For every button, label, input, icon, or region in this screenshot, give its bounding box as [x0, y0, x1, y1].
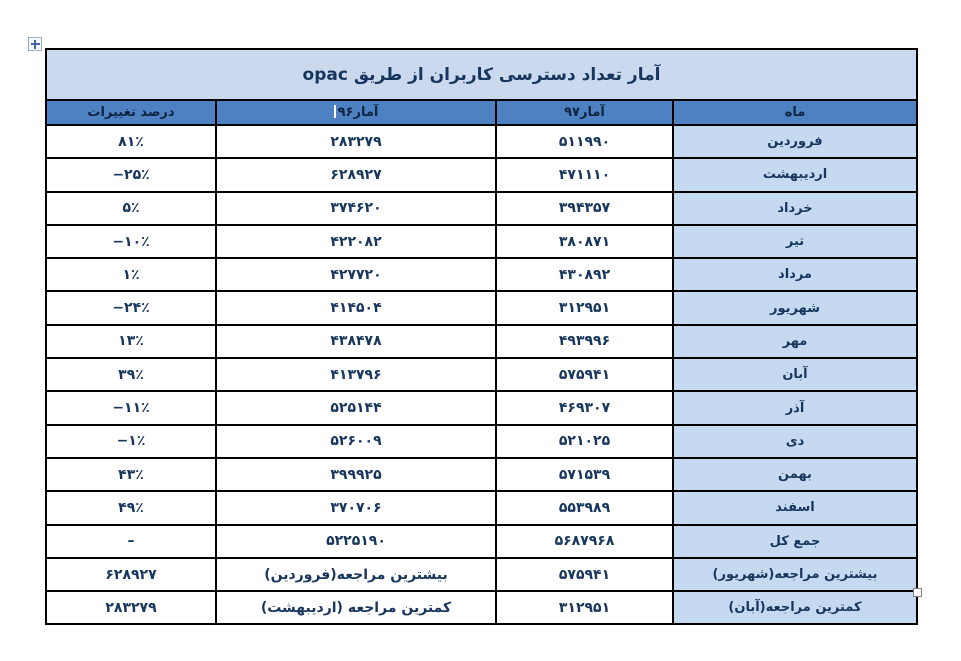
table-resize-handle[interactable] [913, 588, 922, 597]
percent-cell[interactable]: ۸۱٪ [46, 125, 216, 158]
table-row [46, 158, 917, 191]
month-cell[interactable]: تیر [673, 225, 917, 258]
amar96-cell[interactable]: ۵۲۲۵۱۹۰ [216, 525, 496, 558]
month-cell[interactable]: اسفند [673, 491, 917, 524]
table-row [46, 225, 917, 258]
table-row [46, 525, 917, 558]
month-cell[interactable]: مهر [673, 325, 917, 358]
table-row [46, 391, 917, 424]
percent-cell[interactable]: ۳۹٪ [46, 358, 216, 391]
table-header-row [46, 100, 917, 125]
month-cell[interactable]: دی [673, 425, 917, 458]
move-arrows-icon [31, 40, 40, 49]
month-cell[interactable]: شهریور [673, 291, 917, 324]
month-cell[interactable]: آبان [673, 358, 917, 391]
amar97-cell[interactable]: ۳۸۰۸۷۱ [496, 225, 673, 258]
amar97-cell[interactable]: ۵۷۵۹۴۱ [496, 558, 673, 591]
column-header-amar96[interactable]: آمار۹۶ [216, 100, 496, 125]
percent-cell[interactable]: ۲۸۳۲۷۹ [46, 591, 216, 624]
amar96-cell[interactable]: ۲۸۳۲۷۹ [216, 125, 496, 158]
column-header-percent[interactable]: درصد تغییرات [46, 100, 216, 125]
amar96-cell[interactable]: ۴۱۴۵۰۴ [216, 291, 496, 324]
month-cell[interactable]: خرداد [673, 192, 917, 225]
amar97-cell[interactable]: ۵۲۱۰۲۵ [496, 425, 673, 458]
opac-stats-table [45, 48, 916, 625]
table-row [46, 325, 917, 358]
percent-cell[interactable]: ۱٪ [46, 258, 216, 291]
percent-cell[interactable]: −۱۱٪ [46, 391, 216, 424]
amar96-cell[interactable]: ۴۲۷۷۲۰ [216, 258, 496, 291]
percent-cell[interactable]: ۴۹٪ [46, 491, 216, 524]
table-row [46, 358, 917, 391]
amar96-cell[interactable]: کمترین مراجعه (اردیبهشت) [216, 591, 496, 624]
column-header-amar97[interactable]: آمار۹۷ [496, 100, 673, 125]
column-header-month[interactable]: ماه [673, 100, 917, 125]
percent-cell[interactable]: ۵٪ [46, 192, 216, 225]
amar96-cell[interactable]: ۳۹۹۹۲۵ [216, 458, 496, 491]
amar96-cell[interactable]: بیشترین مراجعه(فروردین) [216, 558, 496, 591]
amar97-cell[interactable]: ۴۳۰۸۹۲ [496, 258, 673, 291]
amar97-cell[interactable]: ۵۱۱۹۹۰ [496, 125, 673, 158]
amar97-cell[interactable]: ۴۹۳۹۹۶ [496, 325, 673, 358]
amar97-cell[interactable]: ۳۱۲۹۵۱ [496, 591, 673, 624]
table-row [46, 258, 917, 291]
amar97-cell[interactable]: ۵۵۳۹۸۹ [496, 491, 673, 524]
table-row [46, 558, 917, 591]
amar96-cell[interactable]: ۵۲۵۱۴۴ [216, 391, 496, 424]
month-cell[interactable]: بهمن [673, 458, 917, 491]
percent-cell[interactable]: ۶۲۸۹۲۷ [46, 558, 216, 591]
amar96-cell[interactable]: ۴۲۲۰۸۲ [216, 225, 496, 258]
month-cell[interactable]: آذر [673, 391, 917, 424]
month-cell[interactable]: اردیبهشت [673, 158, 917, 191]
month-cell[interactable]: بیشترین مراجعه(شهریور) [673, 558, 917, 591]
table-row [46, 192, 917, 225]
amar97-cell[interactable]: ۵۷۵۹۴۱ [496, 358, 673, 391]
table-move-handle[interactable] [28, 37, 42, 51]
amar96-cell[interactable]: ۵۲۶۰۰۹ [216, 425, 496, 458]
table-title[interactable]: آمار تعداد دسترسی کاربران از طریق opac [46, 49, 917, 100]
amar96-cell[interactable]: ۴۱۳۷۹۶ [216, 358, 496, 391]
month-cell[interactable]: مرداد [673, 258, 917, 291]
month-cell[interactable]: فروردین [673, 125, 917, 158]
amar96-cell[interactable]: ۳۷۴۶۲۰ [216, 192, 496, 225]
data-table [45, 48, 918, 625]
table-row [46, 458, 917, 491]
amar97-cell[interactable]: ۵۷۱۵۳۹ [496, 458, 673, 491]
amar97-cell[interactable]: ۳۱۲۹۵۱ [496, 291, 673, 324]
amar97-cell[interactable]: ۳۹۴۳۵۷ [496, 192, 673, 225]
percent-cell[interactable]: ۱۳٪ [46, 325, 216, 358]
percent-cell[interactable]: ۴۳٪ [46, 458, 216, 491]
text-cursor [334, 105, 336, 118]
table-body [46, 125, 917, 624]
table-row [46, 591, 917, 624]
amar97-cell[interactable]: ۴۷۱۱۱۰ [496, 158, 673, 191]
percent-cell[interactable]: −۱۰٪ [46, 225, 216, 258]
table-row [46, 291, 917, 324]
month-cell[interactable]: جمع کل [673, 525, 917, 558]
percent-cell[interactable]: – [46, 525, 216, 558]
percent-cell[interactable]: −۲۴٪ [46, 291, 216, 324]
percent-cell[interactable]: −۲۵٪ [46, 158, 216, 191]
month-cell[interactable]: کمترین مراجعه(آبان) [673, 591, 917, 624]
amar97-cell[interactable]: ۵۶۸۷۹۶۸ [496, 525, 673, 558]
amar96-cell[interactable]: ۶۲۸۹۲۷ [216, 158, 496, 191]
table-row [46, 491, 917, 524]
amar96-cell[interactable]: ۳۷۰۷۰۶ [216, 491, 496, 524]
percent-cell[interactable]: −۱٪ [46, 425, 216, 458]
table-row [46, 125, 917, 158]
table-row [46, 425, 917, 458]
amar96-cell[interactable]: ۴۳۸۴۷۸ [216, 325, 496, 358]
amar97-cell[interactable]: ۴۶۹۳۰۷ [496, 391, 673, 424]
table-title-row [46, 49, 917, 100]
